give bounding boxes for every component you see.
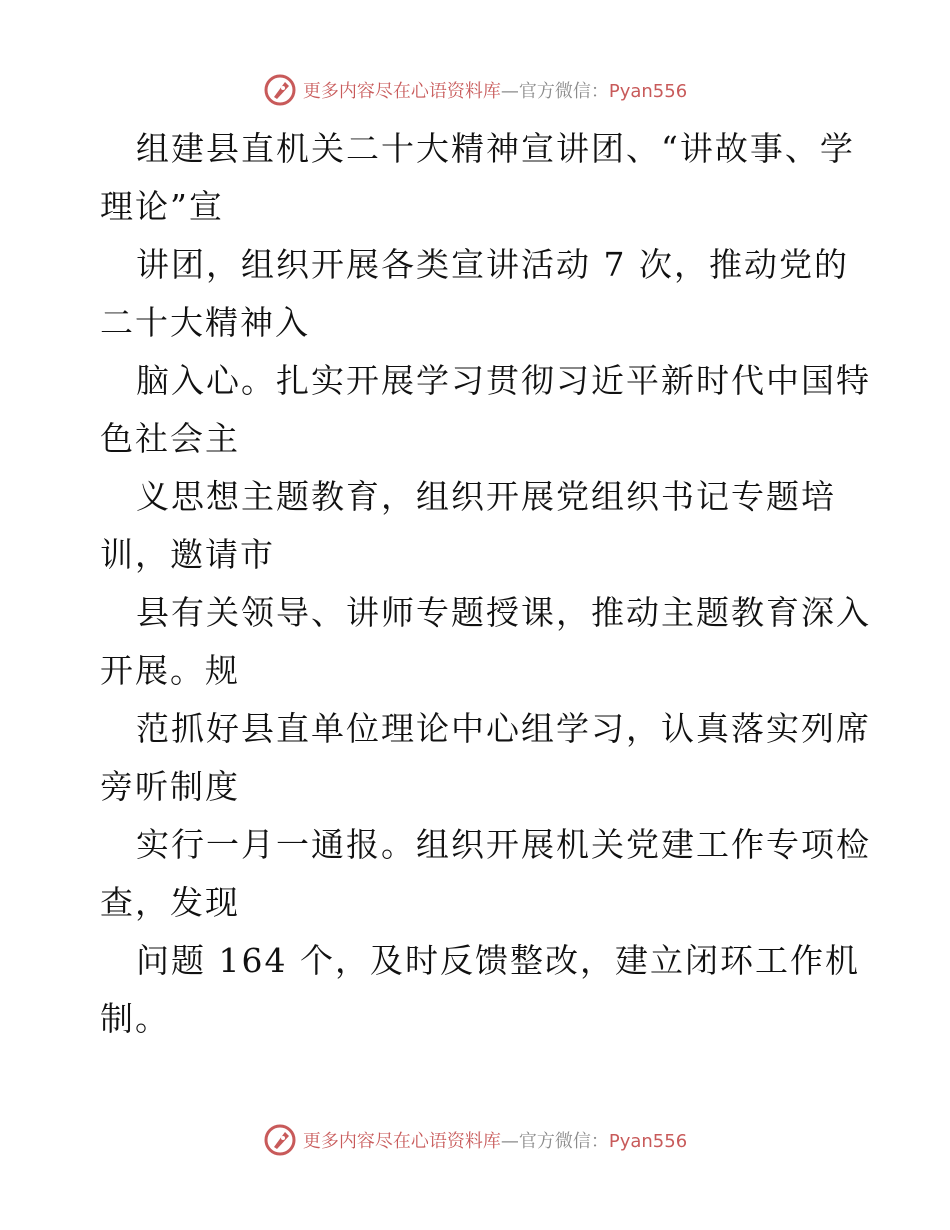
body-text-line: 色社会主 [100,419,240,458]
watermark-text [303,77,687,103]
watermark-label: 官方微信： [518,1131,609,1152]
body-text-line: 旁听制度 [100,767,240,806]
body-text-line: 训，邀请市 [100,535,275,574]
body-text-line: 讲团，组织开展各类宣讲活动 7 次，推动党的 [136,245,849,284]
body-text-line: 实行一月一通报。组织开展机关党建工作专项检 [136,825,871,864]
watermark-site-text: 更多内容尽在心语资料库 [302,1131,501,1152]
body-text-line: 组建县直机关二十大精神宣讲团、“讲故事、学 [136,129,855,168]
watermark-header [0,70,950,110]
body-text-line: 脑入心。扎实开展学习贯彻习近平新时代中国特 [136,361,871,400]
pen-nib-logo-icon [263,73,297,107]
watermark-id: Pyan556 [608,1131,688,1152]
pen-nib-logo-icon [263,1123,297,1157]
body-text-line: 问题 164 个，及时反馈整改，建立闭环工作机 [136,941,860,980]
watermark-site-text: 更多内容尽在心语资料库 [302,81,501,102]
body-text-line: 县有关领导、讲师专题授课，推动主题教育深入 [136,593,871,632]
body-text-line: 范抓好县直单位理论中心组学习，认真落实列席 [136,709,871,748]
body-text-line: 开展。规 [100,651,240,690]
body-text-line: 义思想主题教育，组织开展党组织书记专题培 [136,477,836,516]
watermark-label: 官方微信： [518,81,609,102]
watermark-separator: — [500,1131,519,1152]
document-body [100,120,871,1048]
body-text-line: 理论”宣 [100,187,224,226]
watermark-text [303,1127,687,1153]
body-text-line: 制。 [100,999,170,1038]
body-text-line: 二十大精神入 [100,303,310,342]
watermark-separator: — [500,81,519,102]
body-text-line: 查，发现 [100,883,240,922]
watermark-footer [0,1120,950,1160]
watermark-id: Pyan556 [608,81,688,102]
